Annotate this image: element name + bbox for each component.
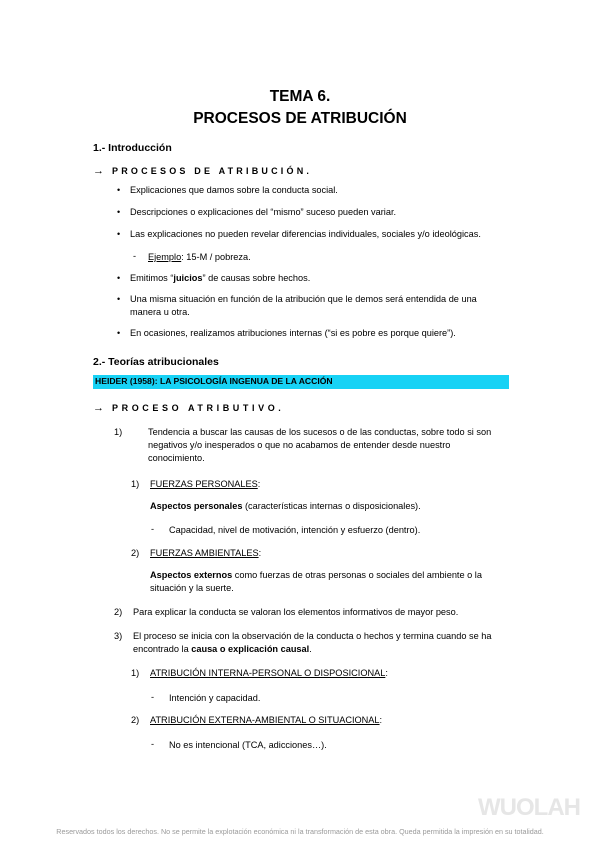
paragraph-1-cont: negativos y/o inesperados o que no acabamos de entender desde nuestro — [148, 440, 451, 450]
aspectos-personales: Aspectos personales (características internas o disposicionales). — [150, 501, 421, 511]
fuerzas-personales: FUERZAS PERSONALES: — [150, 479, 261, 489]
dash-icon: - — [133, 251, 137, 261]
example-line — [148, 250, 251, 264]
subheading-proceso: PROCESO ATRIBUTIVO. — [112, 403, 285, 413]
atribucion-externa: ATRIBUCIÓN EXTERNA-AMBIENTAL O SITUACIONAL: — [150, 715, 383, 725]
bullet-text: En ocasiones, realizamos atribuciones internas (“si es pobre es porque quiere”). — [130, 328, 456, 338]
bullet-text: Las explicaciones no pueden revelar diferencias individuales, sociales y/o ideológicas. — [130, 229, 481, 239]
dash-icon: - — [151, 739, 155, 749]
atribucion-interna: ATRIBUCIÓN INTERNA-PERSONAL O DISPOSICIONAL: — [150, 668, 388, 678]
bullet-icon: • — [117, 207, 121, 217]
list-number: 2) — [114, 607, 123, 617]
bullet-text: Emitimos “juicios” de causas sobre hechos. — [130, 273, 311, 283]
bullet-icon: • — [117, 229, 121, 239]
page-title: TEMA 6. — [269, 88, 331, 105]
dash-icon: - — [151, 524, 155, 534]
dash-icon: - — [151, 692, 155, 702]
list-number: 3) — [114, 631, 123, 641]
section-heading-introduccion: 1.- Introducción — [93, 142, 172, 154]
bullet-icon: • — [117, 294, 121, 304]
aspectos-externos: Aspectos externos como fuerzas de otras personas o sociales del ambiente o la — [150, 570, 482, 580]
heider-heading: HEIDER (1958): LA PSICOLOGÍA INGENUA DE LA ACCIÓN — [95, 376, 333, 386]
dash-text: Intención y capacidad. — [169, 693, 261, 703]
example-text: : 15-M / pobreza. — [181, 252, 251, 262]
dash-text: No es intencional (TCA, adicciones…). — [169, 740, 327, 750]
bullet-text: Descripciones o explicaciones del “mismo” suceso pueden variar. — [130, 207, 397, 217]
bullet-icon: • — [117, 185, 121, 195]
paragraph-1-cont: conocimiento. — [148, 453, 205, 463]
aspectos-externos-cont: situación y la suerte. — [150, 583, 234, 593]
bullet-text: Una misma situación en función de la atribución que le demos será entendida de una — [130, 294, 477, 304]
juicios-bold: juicios — [173, 273, 203, 283]
page-subtitle: PROCESOS DE ATRIBUCIÓN — [193, 110, 407, 127]
paragraph-3-cont: encontrado la causa o explicación causal. — [133, 644, 312, 654]
paragraph-1: Tendencia a buscar las causas de los sucesos o de las conductas, sobre todo si son — [148, 427, 492, 437]
wuolah-logo: WUOLAH — [478, 794, 580, 821]
example-label: Ejemplo — [148, 252, 182, 262]
bullet-text-cont: manera u otra. — [130, 307, 190, 317]
arrow-icon: → — [93, 402, 104, 414]
bullet-text: Explicaciones que damos sobre la conducta social. — [130, 185, 338, 195]
list-number: 1) — [131, 479, 140, 489]
list-number: 1) — [131, 668, 140, 678]
bullet-icon: • — [117, 328, 121, 338]
fuerzas-ambientales: FUERZAS AMBIENTALES: — [150, 548, 262, 558]
list-number: 2) — [131, 715, 140, 725]
arrow-icon: → — [93, 165, 104, 177]
paragraph-3: El proceso se inicia con la observación de la conducta o hechos y termina cuando se ha — [133, 631, 492, 641]
section-heading-teorias: 2.- Teorías atribucionales — [93, 356, 219, 368]
paragraph-2: Para explicar la conducta se valoran los elementos informativos de mayor peso. — [133, 607, 459, 617]
dash-text: Capacidad, nivel de motivación, intención y esfuerzo (dentro). — [169, 525, 421, 535]
subheading-procesos: PROCESOS DE ATRIBUCIÓN. — [112, 166, 313, 176]
footer-rights: Reservados todos los derechos. No se permite la explotación económica ni la transformación de esta obra. Queda permitida la impresión en su totalidad. — [56, 827, 544, 836]
list-number: 1) — [114, 427, 123, 437]
list-number: 2) — [131, 548, 140, 558]
bullet-icon: • — [117, 273, 121, 283]
